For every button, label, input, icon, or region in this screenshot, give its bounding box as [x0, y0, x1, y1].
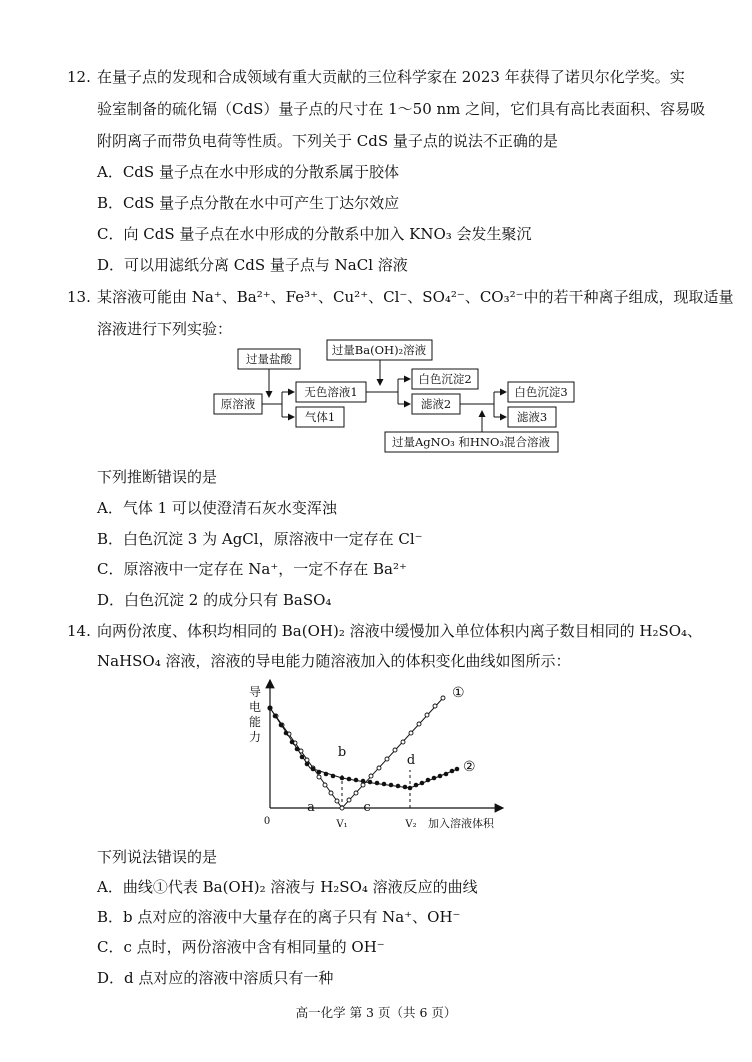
q12-stem-line1: 在量子点的发现和合成领域有重大贡献的三位科学家在 2023 年获得了诺贝尔化学奖。实 — [97, 68, 685, 86]
graph-v2: V₂ — [405, 819, 417, 830]
q12-option-d: D．可以用滤纸分离 CdS 量子点与 NaCl 溶液 — [97, 256, 408, 274]
q14-option-c: C．c 点时，两份溶液中含有相同量的 OH⁻ — [97, 938, 385, 956]
q14-option-b: B．b 点对应的溶液中大量存在的离子只有 Na⁺、OH⁻ — [97, 908, 461, 926]
q13-option-b: B．白色沉淀 3 为 AgCl，原溶液中一定存在 Cl⁻ — [97, 530, 423, 548]
flow-white3: 白色沉淀3 — [514, 385, 568, 399]
q12-option-a: A．CdS 量子点在水中形成的分散系属于胶体 — [97, 163, 399, 181]
graph-origin: 0 — [263, 816, 271, 827]
q14-option-a: A．曲线①代表 Ba(OH)₂ 溶液与 H₂SO₄ 溶液反应的曲线 — [97, 878, 478, 896]
q14-stem-line2: NaHSO₄ 溶液，溶液的导电能力随溶液加入的体积变化曲线如图所示： — [97, 652, 571, 670]
q14-prompt: 下列说法错误的是 — [97, 848, 218, 866]
flow-original: 原溶液 — [220, 397, 256, 411]
graph-curve2-label: ② — [463, 759, 476, 775]
flow-reagent3: 过量AgNO₃ 和HNO₃混合溶液 — [391, 435, 551, 449]
q14-number: 14. — [67, 622, 91, 640]
q13-number: 13. — [67, 288, 91, 306]
q12-stem-line3: 附阴离子而带负电荷等性质。下列关于 CdS 量子点的说法不正确的是 — [97, 132, 558, 150]
q14-stem-line1: 向两份浓度、体积均相同的 Ba(OH)₂ 溶液中缓慢加入单位体积内离子数目相同的 H₂SO₄、 — [97, 622, 703, 640]
q13-option-d: D．白色沉淀 2 的成分只有 BaSO₄ — [97, 591, 332, 609]
q12-stem-line2: 验室制备的硫化镉（CdS）量子点的尺寸在 1～50 nm 之间，它们具有高比表面积、容易吸 — [97, 100, 706, 118]
graph-curve1-label: ① — [452, 685, 465, 701]
flow-filtrate3: 滤液3 — [516, 410, 548, 424]
flow-reagent1: 过量盐酸 — [246, 352, 292, 366]
graph-point-a: a — [307, 800, 315, 815]
graph-point-c: c — [363, 800, 371, 815]
q13-option-c: C．原溶液中一定存在 Na⁺，一定不存在 Ba²⁺ — [97, 560, 407, 578]
flow-filtrate2: 滤液2 — [420, 397, 452, 411]
graph-ylabel-1: 导 — [248, 685, 262, 699]
graph-ylabel-2: 电 — [248, 700, 262, 714]
graph-xlabel: 加入溶液体积 — [428, 817, 494, 830]
graph-point-b: b — [337, 745, 347, 760]
q13-prompt: 下列推断错误的是 — [97, 468, 218, 486]
q12-option-b: B．CdS 量子点分散在水中可产生丁达尔效应 — [97, 194, 400, 212]
q12-option-c: C．向 CdS 量子点在水中形成的分散系中加入 KNO₃ 会发生聚沉 — [97, 225, 532, 243]
flow-reagent2: 过量Ba(OH)₂溶液 — [331, 343, 427, 357]
graph-ylabel-4: 力 — [248, 730, 262, 744]
q13-flowchart — [200, 335, 580, 457]
flow-colorless: 无色溶液1 — [304, 385, 358, 399]
q13-option-a: A．气体 1 可以使澄清石灰水变浑浊 — [97, 499, 337, 517]
flow-white2: 白色沉淀2 — [418, 372, 472, 386]
flow-gas: 气体1 — [304, 410, 336, 424]
q14-option-d: D．d 点对应的溶液中溶质只有一种 — [97, 969, 334, 987]
q13-stem-line1: 某溶液可能由 Na⁺、Ba²⁺、Fe³⁺、Cu²⁺、Cl⁻、SO₄²⁻、CO₃²⁻中的若干种离子组成，现取适量 — [97, 288, 734, 306]
q12-number: 12. — [67, 68, 91, 86]
q13-stem-line2: 溶液进行下列实验： — [97, 320, 233, 338]
graph-v1: V₁ — [336, 819, 348, 830]
page-footer: 高一化学 第 3 页（共 6 页） — [295, 1005, 457, 1020]
graph-point-d: d — [406, 753, 416, 768]
graph-ylabel-3: 能 — [248, 715, 262, 729]
q14-graph — [245, 678, 515, 838]
